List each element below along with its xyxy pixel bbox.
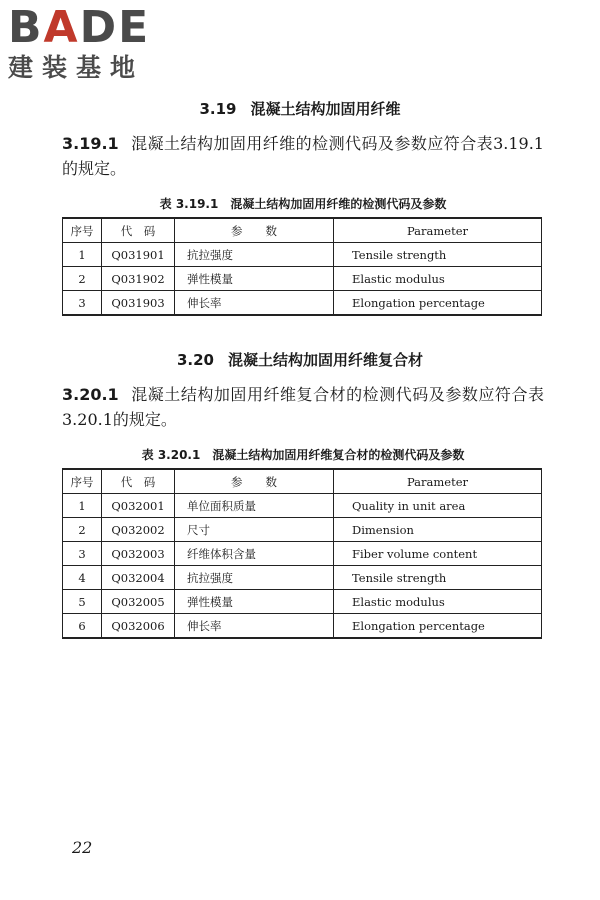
table-row <box>63 614 542 639</box>
table-row <box>63 494 542 518</box>
parameter-table <box>62 217 542 316</box>
cell-code: Q032002 <box>102 518 175 542</box>
table-row <box>63 267 542 291</box>
brand-letter-b: B <box>8 2 44 53</box>
cell-no: 2 <box>63 267 102 291</box>
brand-logo <box>8 4 183 84</box>
brand-subtitle: 建装基地 <box>8 53 145 82</box>
cell-param: 抗拉强度 <box>175 243 334 267</box>
cell-code: Q031903 <box>102 291 175 316</box>
table-header-row <box>63 218 542 243</box>
cell-param: 尺寸 <box>175 518 334 542</box>
col-header-code: 代 码 <box>102 469 175 494</box>
table-row <box>63 243 542 267</box>
table-header-row <box>63 469 542 494</box>
cell-param: 单位面积质量 <box>175 494 334 518</box>
clause-number: 3.20.1 <box>62 385 119 404</box>
col-header-parameter: Parameter <box>334 218 542 243</box>
cell-parameter: Tensile strength <box>334 243 542 267</box>
cell-code: Q032004 <box>102 566 175 590</box>
cell-param: 弹性模量 <box>175 590 334 614</box>
section-title: 混凝土结构加固用纤维复合材 <box>228 351 424 369</box>
section-heading <box>0 349 600 370</box>
cell-no: 1 <box>63 243 102 267</box>
table-caption <box>62 446 544 463</box>
cell-no: 5 <box>63 590 102 614</box>
section-number: 3.19 <box>199 100 237 118</box>
table-number: 表 3.19.1 <box>159 197 219 211</box>
table-row <box>63 566 542 590</box>
clause-paragraph <box>62 131 544 181</box>
table-title: 混凝土结构加固用纤维的检测代码及参数 <box>230 197 447 211</box>
cell-parameter: Elongation percentage <box>334 291 542 316</box>
cell-parameter: Quality in unit area <box>334 494 542 518</box>
cell-parameter: Tensile strength <box>334 566 542 590</box>
table-caption <box>62 195 544 212</box>
cell-param: 伸长率 <box>175 291 334 316</box>
col-header-parameter: Parameter <box>334 469 542 494</box>
cell-code: Q031901 <box>102 243 175 267</box>
cell-code: Q031902 <box>102 267 175 291</box>
cell-param: 抗拉强度 <box>175 566 334 590</box>
cell-no: 2 <box>63 518 102 542</box>
cell-no: 3 <box>63 542 102 566</box>
section-number: 3.20 <box>176 351 214 369</box>
cell-code: Q032006 <box>102 614 175 639</box>
cell-param: 弹性模量 <box>175 267 334 291</box>
cell-no: 3 <box>63 291 102 316</box>
col-header-code: 代 码 <box>102 218 175 243</box>
cell-param: 伸长率 <box>175 614 334 639</box>
table-title: 混凝土结构加固用纤维复合材的检测代码及参数 <box>212 448 465 462</box>
clause-number: 3.19.1 <box>62 134 119 153</box>
brand-letter-a: A <box>43 2 80 53</box>
cell-no: 6 <box>63 614 102 639</box>
clause-text: 混凝土结构加固用纤维复合材的检测代码及参数应符合表3.20.1的规定。 <box>62 385 544 429</box>
page-number: 22 <box>72 838 93 857</box>
cell-parameter: Elastic modulus <box>334 590 542 614</box>
cell-parameter: Fiber volume content <box>334 542 542 566</box>
cell-no: 4 <box>63 566 102 590</box>
table-row <box>63 518 542 542</box>
section-title: 混凝土结构加固用纤维 <box>250 100 401 118</box>
cell-param: 纤维体积含量 <box>175 542 334 566</box>
parameter-table <box>62 468 542 639</box>
table-number: 表 3.20.1 <box>141 448 201 462</box>
col-header-no: 序号 <box>63 469 102 494</box>
cell-no: 1 <box>63 494 102 518</box>
section-heading <box>0 98 600 119</box>
cell-code: Q032005 <box>102 590 175 614</box>
brand-letters-de: DE <box>79 2 151 53</box>
cell-code: Q032001 <box>102 494 175 518</box>
col-header-param: 参 数 <box>175 469 334 494</box>
table-row <box>63 291 542 316</box>
col-header-param: 参 数 <box>175 218 334 243</box>
table-row <box>63 590 542 614</box>
brand-wordmark <box>8 4 183 52</box>
clause-text: 混凝土结构加固用纤维的检测代码及参数应符合表3.19.1的规定。 <box>62 134 544 178</box>
clause-paragraph <box>62 382 544 432</box>
cell-parameter: Dimension <box>334 518 542 542</box>
col-header-no: 序号 <box>63 218 102 243</box>
cell-parameter: Elongation percentage <box>334 614 542 639</box>
cell-parameter: Elastic modulus <box>334 267 542 291</box>
table-row <box>63 542 542 566</box>
cell-code: Q032003 <box>102 542 175 566</box>
